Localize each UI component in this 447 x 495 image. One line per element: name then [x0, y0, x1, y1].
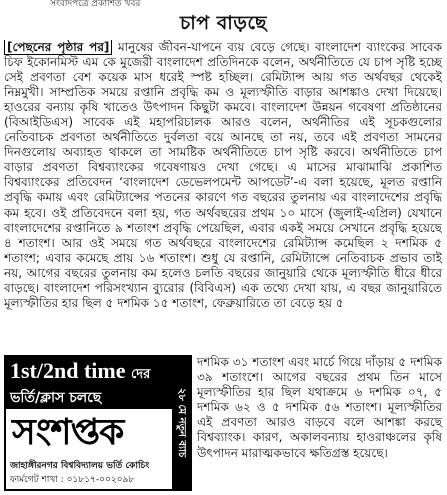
- article-body: [4, 40, 442, 311]
- article-headline: চাপ বাড়ছে: [179, 12, 268, 34]
- ad-phone: ফার্মগেট শাখা : ০১৮১৭-০০২০৯৮: [10, 475, 135, 485]
- previous-article-fragment: সংবাদপত্রে প্রকাশিত খবর: [50, 0, 141, 8]
- ad-banner: [6, 357, 172, 409]
- coaching-advertisement: [4, 355, 192, 491]
- ad-headline-suffix: দের: [131, 367, 151, 382]
- article-paragraph: [4, 40, 442, 311]
- ad-headline-en: 1st/2nd time: [10, 358, 126, 383]
- continued-tag: [পেছনের পৃষ্ঠার পর]: [4, 40, 112, 55]
- ad-brand-logo: সংশপ্তক: [12, 412, 124, 453]
- article-text: মানুষের জীবন-যাপনে ব্যয় বেড়ে গেছে। বাংলাদেশ ব্যাংকের সাবেক চিফ ইকোনমিস্ট এম কে মুজেরী বাংলাদেশ প্রতিদিনকে বলেন, অর্থনীতিতে যে চাপ সৃষ্টি হচ্ছে সেই প্রবণতা বেশ কয়েক মাস ধরেই স্পষ্ট হচ্ছিল। রেমিট্যান্স আয় গত অর্থবছর থেকেই নিম্নমুখী। সাম্প্রতিক সময়ে রপ্তানি প্রবৃদ্ধি কম ও মূল্যস্ফীতি বাড়ার আশঙ্কাও দেখা দিয়েছে। হাওরের বন্যায় কৃষি খাতেও উৎপাদন কিছুটা কমবে। বাংলাদেশ উন্নয়ন গবেষণা প্রতিষ্ঠানের (বিআইডিএস) সাবেক এই মহাপরিচালক আরও বলেন, অর্থনীতির এই সূচকগুলোর নেতিবাচক প্রবণতা অর্থনীতিতে দুর্বলতা বয়ে আনছে তা নয়, তবে এই প্রবণতা সামনের দিনগুলোয় অব্যাহত থাকলে তা সামষ্টিক অর্থনীতিতে চাপ সৃষ্টি করবে। অর্থনীতিতে চাপ বাড়ার প্রবণতা বিশ্বব্যাংকের গবেষণায়ও দেখা গেছে। এ মাসের মাঝামাঝি প্রকাশিত বিশ্বব্যাংকের প্রতিবেদন ‘বাংলাদেশ ডেভেলপমেন্ট আপডেট’-এ বলা হয়েছে, মূলত রপ্তানি প্রবৃদ্ধি কমায় এবং রেমিট্যান্সের পতনের কারণে গত বছরের তুলনায় এর বাংলাদেশের প্রবৃদ্ধি কম হবে। ওই প্রতিবেদনে বলা হয়, গত অর্থবছরের প্রথম ১০ মাসে (জুলাই-এপ্রিল) যেখানে বাংলাদেশের রপ্তানিতে ৯ শতাংশ প্রবৃদ্ধি পেয়েছিল, এবার একই সময়ে সেখানে প্রবৃদ্ধি হয়েছে ৪ শতাংশ। আর ওই সময়ে গত অর্থবছরে বাংলাদেশের রেমিট্যান্স কমেছিল ২ দশমিক ৫ শতাংশ; এবার কমেছে প্রায় ১৬ শতাংশ। শুধু যে রপ্তানি, রেমিট্যান্সে নেতিবাচক প্রভাব তাই নয়, আগের বছরের তুলনায় কম হলেও চলতি বছরের জানুয়ারি থেকে মূল্যস্ফীতি ধীরে ধীরে বাড়ছে। বাংলাদেশ পরিসংখ্যান ব্যুরোর (বিবিএস) এক তথ্যে দেখা যায়, এ বছর জানুয়ারিতে মূল্যস্ফীতির হার ছিল ৫ দশমিক ১৫ শতাংশ, ফেব্রুয়ারিতে তা বেড়ে হয় ৫: [4, 40, 442, 310]
- article-paragraph-continued: দশমিক ৩১ শতাংশ এবং মার্চে গিয়ে দাঁড়ায় ৫ দশমিক ৩৯ শতাংশে। আগের বছরের প্রথম তিন মাসে মূল্যস্ফীতির হার ছিল যথাক্রমে ৬ দশমিক ০৭, ৫ দশমিক ৬২ ও ৫ দশমিক ৫৬ শতাংশ। মূল্যস্ফীতির এই প্রবণতা আরও বাড়বে বলে আশঙ্কা করছে বিশ্বব্যাংক। কারণ, অকালবন্যায় হাওরাঞ্চলের কৃষি উৎপাদন মারাত্মকভাবে ক্ষতিগ্রস্ত হয়েছে।: [197, 355, 442, 460]
- ad-headline: [10, 359, 168, 387]
- ad-subtitle: জাহাঙ্গীরনগর বিশ্ববিদ্যালয় ভর্তি কোচিং: [10, 461, 150, 471]
- article-body-continued: [197, 355, 442, 461]
- ad-admission-line: ভর্তি/ক্লাস চলছে: [10, 390, 102, 406]
- ad-new-batch: ২৮ মে নতুন ব্যাচ: [172, 357, 190, 489]
